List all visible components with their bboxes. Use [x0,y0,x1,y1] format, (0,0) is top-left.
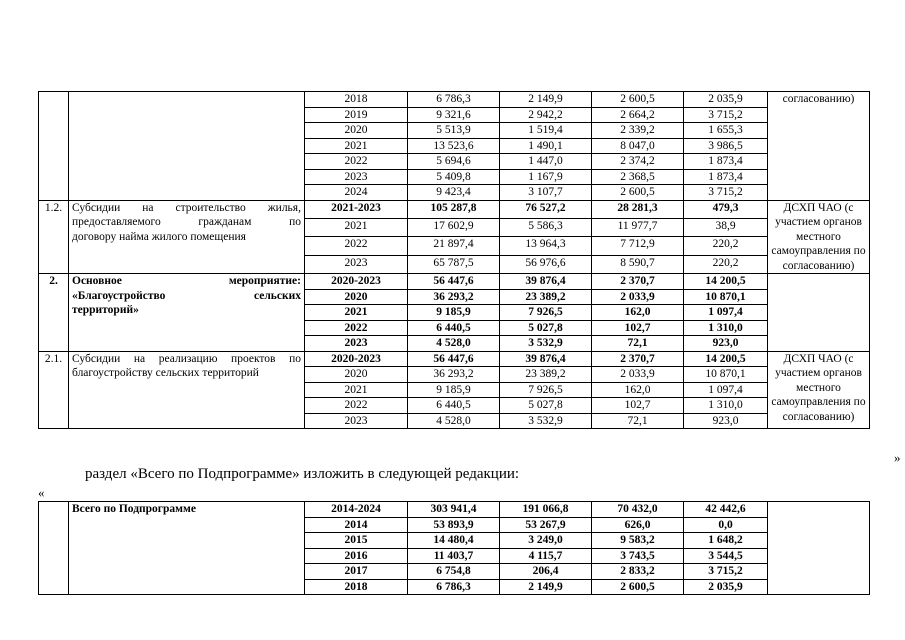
total-cell: 6 786,3 [408,92,500,108]
total-cell: 9 185,9 [408,305,500,321]
year-cell: 2021 [305,138,408,154]
total-cell: 56 447,6 [408,274,500,290]
total-cell: 4 528,0 [408,413,500,429]
budget-cell: 28 281,3 [592,200,684,218]
budget-cell: 1 655,3 [684,123,768,139]
opening-quote: « [38,485,45,500]
year-cell: 2022 [305,398,408,414]
table-row [39,200,870,218]
budget-cell: 3 715,2 [684,185,768,201]
budget-cell: 4 115,7 [500,548,592,564]
name-word: предоставляемого [72,216,161,228]
name-word: Субсидии [72,201,121,214]
budget-cell: 1 310,0 [684,320,768,336]
total-cell: 5 409,8 [408,169,500,185]
budget-cell: 72,1 [592,336,684,352]
budget-cell: 70 432,0 [592,502,684,518]
budget-cell: 23 389,2 [500,289,592,305]
year-cell: 2019 [305,107,408,123]
subprogram-table-1 [38,91,870,429]
budget-cell: 3 986,5 [684,138,768,154]
budget-cell: 2 368,5 [592,169,684,185]
budget-cell: 1 447,0 [500,154,592,170]
year-cell: 2020-2023 [305,274,408,290]
table-row [39,502,870,518]
name-line: территорий» [72,304,139,316]
budget-cell: 10 870,1 [684,367,768,383]
name-word: Основное [72,275,122,287]
budget-cell: 3 544,5 [684,548,768,564]
name-word: на [142,201,154,214]
budget-cell: 1 310,0 [684,398,768,414]
budget-cell: 5 027,8 [500,398,592,414]
year-cell: 2021-2023 [305,200,408,218]
budget-cell: 7 712,9 [592,237,684,255]
budget-cell: 23 389,2 [500,367,592,383]
budget-cell: 2 374,2 [592,154,684,170]
budget-cell: 2 035,9 [684,579,768,595]
budget-cell: 206,4 [500,564,592,580]
name-cell [69,92,305,201]
year-cell: 2021 [305,305,408,321]
budget-cell: 220,2 [684,255,768,273]
total-cell: 13 523,6 [408,138,500,154]
name-line [72,352,301,367]
year-cell: 2018 [305,579,408,595]
budget-cell: 923,0 [684,336,768,352]
total-cell: 53 893,9 [408,517,500,533]
budget-cell: 1 167,9 [500,169,592,185]
budget-cell: 39 876,4 [500,274,592,290]
year-cell: 2022 [305,237,408,255]
name-line [72,289,301,304]
budget-cell: 1 648,2 [684,533,768,549]
table-row [39,92,870,108]
subprogram-total-table [38,501,870,595]
total-cell: 4 528,0 [408,336,500,352]
year-cell: 2020 [305,289,408,305]
year-cell: 2021 [305,218,408,236]
name-word: гражданам [198,216,252,228]
budget-cell: 8 047,0 [592,138,684,154]
item-number: 2. [39,274,69,352]
budget-cell: 76 527,2 [500,200,592,218]
budget-cell: 38,9 [684,218,768,236]
executor-cell [768,274,870,352]
total-cell: 21 897,4 [408,237,500,255]
budget-cell: 5 586,3 [500,218,592,236]
budget-cell: 56 976,6 [500,255,592,273]
table-row [39,351,870,367]
budget-cell: 14 200,5 [684,274,768,290]
budget-cell: 72,1 [592,413,684,429]
budget-cell: 2 033,9 [592,367,684,383]
budget-cell: 2 033,9 [592,289,684,305]
budget-cell: 162,0 [592,305,684,321]
name-line [72,201,301,216]
name-line [72,274,301,289]
year-cell: 2023 [305,169,408,185]
year-cell: 2020-2023 [305,351,408,367]
budget-cell: 162,0 [592,382,684,398]
total-cell: 6 754,8 [408,564,500,580]
budget-cell: 626,0 [592,517,684,533]
budget-cell: 8 590,7 [592,255,684,273]
total-cell: 36 293,2 [408,367,500,383]
budget-cell: 3 743,5 [592,548,684,564]
budget-cell: 923,0 [684,413,768,429]
total-cell: 9 321,6 [408,107,500,123]
name-line: договору найма жилого помещения [72,230,246,243]
total-cell: 6 786,3 [408,579,500,595]
budget-cell: 0,0 [684,517,768,533]
year-cell: 2014 [305,517,408,533]
budget-cell: 53 267,9 [500,517,592,533]
num-cell [39,502,69,595]
total-cell: 36 293,2 [408,289,500,305]
year-cell: 2024 [305,185,408,201]
budget-cell: 2 600,5 [592,92,684,108]
total-cell: 17 602,9 [408,218,500,236]
name-word: на [133,352,146,365]
budget-cell: 7 926,5 [500,382,592,398]
budget-cell: 13 964,3 [500,237,592,255]
total-cell: 5 694,6 [408,154,500,170]
total-name: Всего по Подпрограмме [69,502,305,595]
budget-cell: 102,7 [592,398,684,414]
name-word: проектов [231,352,276,365]
total-cell: 14 480,4 [408,533,500,549]
closing-quote: » [894,450,901,465]
budget-cell: 2 600,5 [592,579,684,595]
year-cell: 2023 [305,413,408,429]
name-line: благоустройству сельских территорий [72,367,259,379]
item-name [69,274,305,352]
budget-cell: 2 339,2 [592,123,684,139]
budget-cell: 2 664,2 [592,107,684,123]
year-cell: 2023 [305,336,408,352]
name-word: строительство [175,201,246,214]
year-cell: 2022 [305,320,408,336]
budget-cell: 5 027,8 [500,320,592,336]
year-cell: 2015 [305,533,408,549]
budget-cell: 42 442,6 [684,502,768,518]
name-line [72,215,301,230]
budget-cell: 9 583,2 [592,533,684,549]
table-row [39,274,870,290]
budget-cell: 479,3 [684,200,768,218]
item-number: 2.1. [39,351,69,429]
total-cell: 9 185,9 [408,382,500,398]
year-cell: 2018 [305,92,408,108]
budget-cell: 2 833,2 [592,564,684,580]
year-cell: 2020 [305,367,408,383]
budget-cell: 14 200,5 [684,351,768,367]
budget-cell: 1 873,4 [684,154,768,170]
num-cell [39,92,69,201]
total-cell: 11 403,7 [408,548,500,564]
total-cell: 5 513,9 [408,123,500,139]
name-word: реализацию [158,352,218,365]
name-word: «Благоустройство [72,289,166,302]
total-cell: 56 447,6 [408,351,500,367]
item-number: 1.2. [39,200,69,274]
year-cell: 2020 [305,123,408,139]
year-cell: 2016 [305,548,408,564]
year-cell: 2014-2024 [305,502,408,518]
total-cell: 6 440,5 [408,398,500,414]
item-name [69,200,305,274]
budget-cell: 1 873,4 [684,169,768,185]
total-cell: 6 440,5 [408,320,500,336]
budget-cell: 191 066,8 [500,502,592,518]
total-cell: 65 787,5 [408,255,500,273]
section-caption: раздел «Всего по Подпрограмме» изложить в следующей редакции: [85,466,520,482]
name-word: жилья, [267,201,301,214]
year-cell: 2017 [305,564,408,580]
name-word: по [289,216,301,228]
budget-cell: 2 942,2 [500,107,592,123]
budget-cell: 2 370,7 [592,351,684,367]
total-cell: 105 287,8 [408,200,500,218]
budget-cell: 3 715,2 [684,107,768,123]
budget-cell: 3 249,0 [500,533,592,549]
budget-cell: 11 977,7 [592,218,684,236]
item-name [69,351,305,429]
budget-cell: 1 519,4 [500,123,592,139]
budget-cell: 220,2 [684,237,768,255]
budget-cell: 2 149,9 [500,579,592,595]
budget-cell: 2 370,7 [592,274,684,290]
budget-cell: 3 532,9 [500,413,592,429]
total-cell: 9 423,4 [408,185,500,201]
budget-cell: 7 926,5 [500,305,592,321]
name-word: мероприятие: [228,275,301,287]
year-cell: 2023 [305,255,408,273]
executor-cell: ДСХП ЧАО (с участием органов местного самоуправления по согласованию) [768,200,870,274]
year-cell: 2022 [305,154,408,170]
budget-cell: 2 149,9 [500,92,592,108]
executor-cell: согласованию) [768,92,870,201]
budget-cell: 3 532,9 [500,336,592,352]
budget-cell: 3 107,7 [500,185,592,201]
budget-cell: 3 715,2 [684,564,768,580]
budget-cell: 10 870,1 [684,289,768,305]
name-word: сельских [254,289,301,302]
budget-cell: 1 490,1 [500,138,592,154]
budget-cell: 1 097,4 [684,305,768,321]
budget-cell: 102,7 [592,320,684,336]
total-cell: 303 941,4 [408,502,500,518]
executor-cell: ДСХП ЧАО (с участием органов местного самоуправления по согласованию) [768,351,870,429]
name-word: по [289,352,301,365]
budget-cell: 2 035,9 [684,92,768,108]
budget-cell: 2 600,5 [592,185,684,201]
year-cell: 2021 [305,382,408,398]
budget-cell: 39 876,4 [500,351,592,367]
executor-cell [768,502,870,595]
budget-cell: 1 097,4 [684,382,768,398]
name-word: Субсидии [72,352,121,365]
